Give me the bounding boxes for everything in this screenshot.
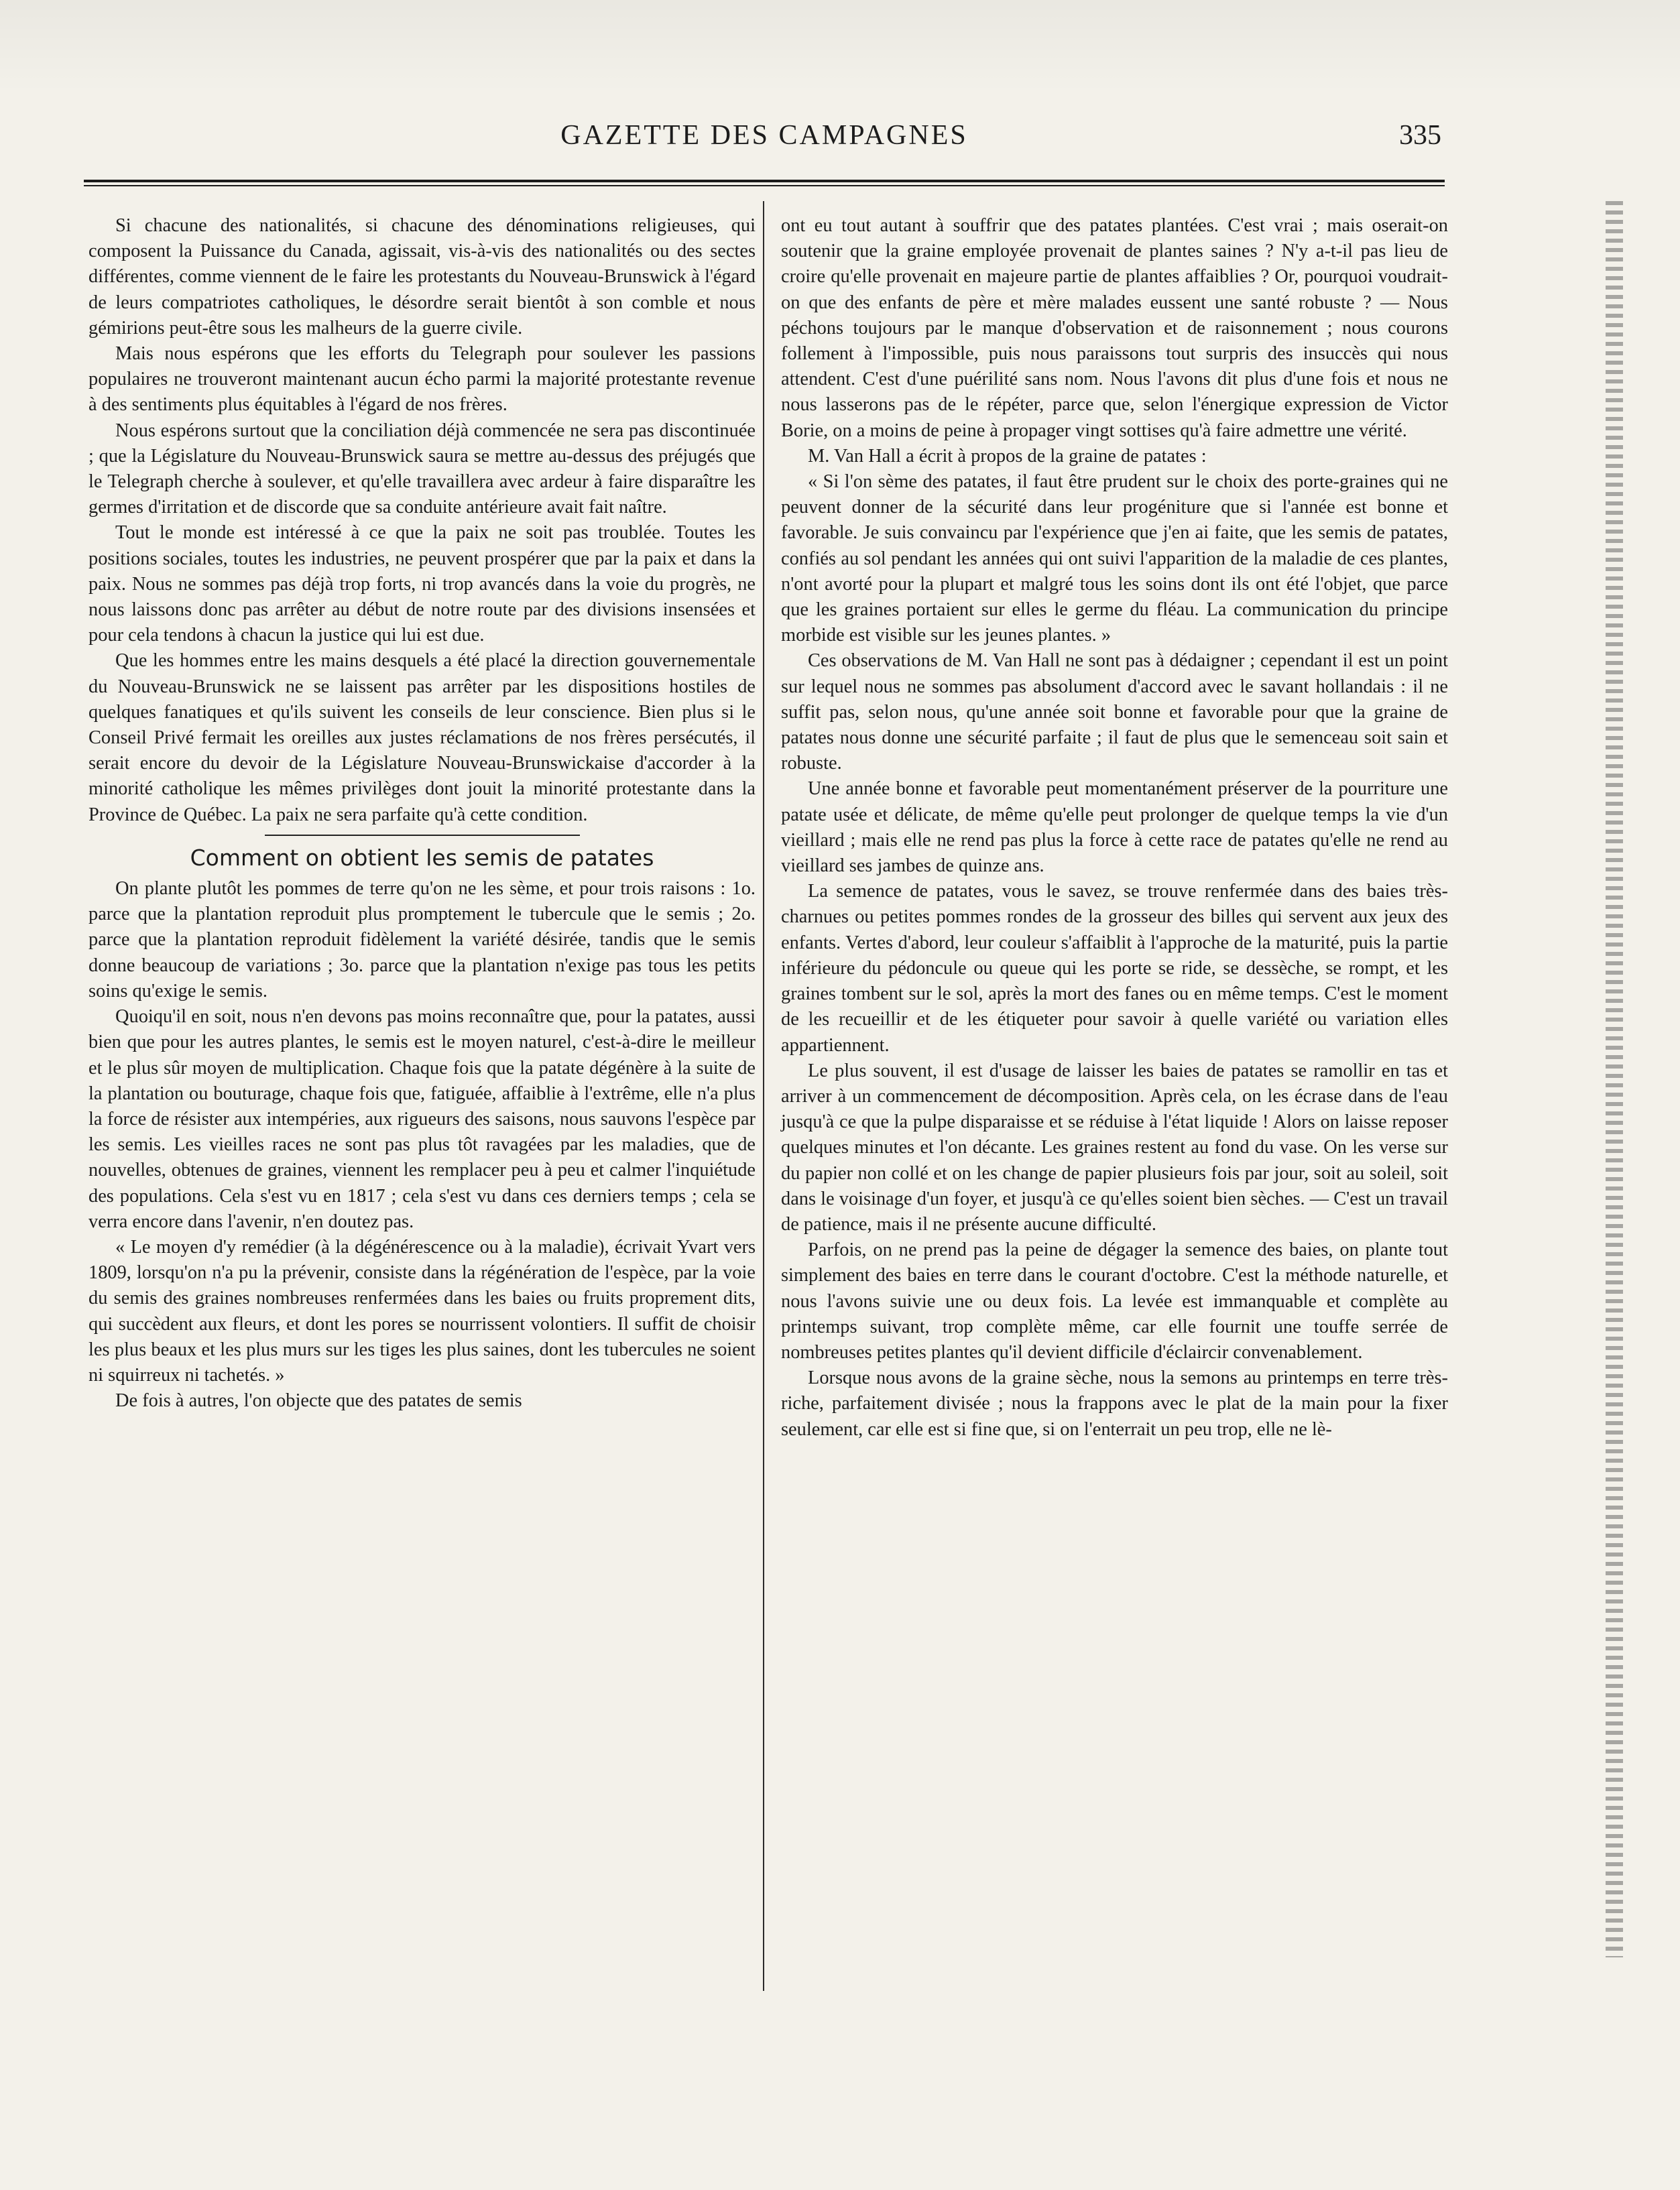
paragraph: Le plus souvent, il est d'usage de laisser les baies de patates se ramollir en tas et arriver à un commencement de décomposition. Après cela, on les écrase dans de l'eau jusqu'à ce que la pulpe disparaisse et se réduise à l'état liquide ! Alors on laisse reposer quelques minutes et l'on décante. Les graines restent au fond du vase. On les verse sur du papier non collé et on les change de papier plusieurs fois par jour, soit au soleil, soit dans le voisinage d'un foyer, et jusqu'à ce qu'elles soient bien sèches. — C'est un travail de patience, mais il ne présente aucune difficulté.: [781, 1060, 1448, 1235]
page-header: [87, 119, 1441, 166]
paragraph: Nous espérons surtout que la conciliation déjà commencée ne sera pas discontinuée ; que la Législature du Nouveau-Brunswick saura se mettre au-dessus des préjugés que le Telegraph cherche à soulever, et qu'elle travaillera avec ardeur à faire disparaître les germes d'irritation et de discorde que sa conduite antérieure avait fait naître.: [88, 420, 756, 518]
column-divider: [763, 201, 764, 1991]
scan-smudge: [0, 0, 1680, 94]
paragraph: « Le moyen d'y remédier (à la dégénérescence ou à la maladie), écrivait Yvart vers 1809, lorsqu'on n'a pu la prévenir, consiste dans la régénération de l'espèce, par la voie du semis des graines nombreuses renfermées dans les baies ou fruits proprement dits, qui succèdent aux fleurs, et dont les pores se nourrissent volontiers. Il suffit de choisir les plus beaux et les plus murs sur les tiges les plus saines, dont les tubercules ne soient ni squirreux ni tachetés. »: [88, 1236, 756, 1386]
paragraph: Que les hommes entre les mains desquels a été placé la direction gouvernementale du Nouveau-Brunswick ne se laissent pas arrêter par les dispositions hostiles de quelques fanatiques et qu'ils suivent les conseils de leur conscience. Bien plus si le Conseil Privé fermait les oreilles aux justes réclamations de nos frères persécutés, il serait encore du devoir de la Législature Nouveau-Brunswickaise d'accorder à la minorité catholique les mêmes privilèges dont jouit la minorité protestante dans la Province de Québec. La paix ne sera parfaite qu'à cette condition.: [88, 650, 756, 825]
paragraph: Lorsque nous avons de la graine sèche, nous la semons au printemps en terre très-riche, parfaitement divisée ; nous la frappons avec le plat de la main pour la fixer seulement, car elle est si fine que, si on l'enterrait un peu trop, elle ne lè-: [781, 1367, 1448, 1440]
paragraph: Tout le monde est intéressé à ce que la paix ne soit pas troublée. Toutes les positions sociales, toutes les industries, ne peuvent prospérer que par la paix et dans la paix. Nous ne sommes pas déjà trop forts, ni trop avancés dans la voie du progrès, ne nous laissons donc pas arrêter au début de notre route par des divisions insensées et pour cela tendons à chacun la justice qui lui est due.: [88, 522, 756, 646]
paragraph: Une année bonne et favorable peut momentanément préserver de la pourriture une patate usée et délicate, de même qu'elle peut prolonger de quelque temps la vie d'un vieillard ; mais elle ne rend pas plus la force à cette race de patates qu'elle ne rend au vieillard ses jambes de quinze ans.: [781, 778, 1448, 877]
paragraph: Mais nous espérons que les efforts du Telegraph pour soulever les passions populaires ne trouveront maintenant aucun écho parmi la majorité protestante revenue à des sentiments plus équitables à l'égard de nos frères.: [88, 343, 756, 416]
running-title: GAZETTE DES CAMPAGNES: [560, 120, 968, 151]
page-number: 335: [1399, 120, 1441, 151]
left-column: [88, 213, 756, 1414]
header-rule: [84, 180, 1445, 186]
paragraph: Quoiqu'il en soit, nous n'en devons pas moins reconnaître que, pour la patates, aussi bien que pour les autres plantes, le semis est le moyen naturel, c'est-à-dire le meilleur et le plus sûr moyen de multiplication. Chaque fois que la patate dégénère à la suite de la plantation ou bouturage, chaque fois que, fatiguée, affaiblie à l'extrême, elle n'a plus la force de résister aux intempéries, aux rigueurs des saisons, nous sauvons l'espèce par les semis. Les vieilles races ne sont pas plus tôt ravagées par les maladies, que de nouvelles, obtenues de graines, viennent les remplacer peu à peu et calmer l'inquiétude des populations. Cela s'est vu en 1817 ; cela s'est vu dans ces derniers temps ; cela se verra encore dans l'avenir, n'en doutez pas.: [88, 1006, 756, 1232]
paragraph: La semence de patates, vous le savez, se trouve renfermée dans des baies très-charnues ou petites pommes rondes de la grosseur des billes qui servent aux jeux des enfants. Vertes d'abord, leur couleur s'affaiblit à l'approche de la maturité, puis la partie inférieure du pédoncule ou queue qui les porte se ride, se dessèche, se rompt, et les graines tombent sur le sol, après la mort des fanes ou en même temps. C'est le moment de les recueillir et de les étiqueter pour savoir à quelle variété ou variation elles appartiennent.: [781, 881, 1448, 1056]
paragraph: Ces observations de M. Van Hall ne sont pas à dédaigner ; cependant il est un point sur lequel nous ne sommes pas absolument d'accord avec le savant hollandais : il ne suffit pas, selon nous, qu'une année soit bonne et favorable pour que la graine de patates nous donne une sécurité parfaite ; il faut de plus que le semenceau soit sain et robuste.: [781, 650, 1448, 774]
paragraph: ont eu tout autant à souffrir que des patates plantées. C'est vrai ; mais oserait-on soutenir que la graine employée provenait de plantes saines ? N'y a-t-il pas lieu de croire qu'elle provenait en majeure partie de plantes affaiblies ? Or, pourquoi voudrait-on que des enfants de père et mère malades eussent une santé robuste ? — Nous péchons toujours par le manque d'observation et de raisonnement ; nous courons follement à l'impossible, puis nous paraissons tout surpris des insuccès qui nous attendent. C'est d'une puérilité sans nom. Nous l'avons dit plus d'une fois et nous ne nous lasserons pas de le répéter, parce que, selon l'énergique expression de Victor Borie, on a moins de peine à propager vingt sottises qu'à faire admettre une vérité.: [781, 215, 1448, 441]
quote-paragraph: « Si l'on sème des patates, il faut être prudent sur le choix des porte-graines qui ne peuvent donner de la sécurité dans leur progéniture que si l'année est bonne et favorable. Je suis convaincu par l'expérience que j'en ai faite, que les semis de patates, confiés au sol pendant les années qui ont suivi l'apparition de la maladie de ces plantes, n'ont avorté pour la plupart et malgré tous les soins dont ils ont été l'objet, que parce que les graines portaient sur elles le germe du fléau. La communication du principe morbide est visible sur les jeunes plantes. »: [781, 471, 1448, 646]
section-title: Comment on obtient les semis de patates: [190, 844, 654, 871]
paragraph: On plante plutôt les pommes de terre qu'on ne les sème, et pour trois raisons : 1o. parce que la plantation reproduit plus promptement le tubercule que le semis ; 2o. parce que la plantation reproduit fidèlement la variété désirée, tandis que le semis donne beaucoup de variations ; 3o. parce que la plantation n'exige pas tous les petits soins qu'exige le semis.: [88, 878, 756, 1001]
right-column: [781, 213, 1448, 1443]
paragraph: Parfois, on ne prend pas la peine de dégager la semence des baies, on plante tout simplement des baies en terre dans le courant d'octobre. C'est la méthode naturelle, et nous l'avons suivie une ou deux fois. La levée est immanquable et complète au printemps suivant, trop complète même, car elle fournit une touffe serrée de nombreuses petites plantes qu'il devient difficile d'éclaircir convenablement.: [781, 1239, 1448, 1363]
paragraph: De fois à autres, l'on objecte que des patates de semis: [115, 1390, 522, 1412]
binding-edge: [1606, 201, 1623, 1957]
section-rule: [265, 835, 580, 836]
paragraph: M. Van Hall a écrit à propos de la graine de patates :: [808, 445, 1207, 467]
paragraph: Si chacune des nationalités, si chacune des dénominations religieuses, qui composent la Puissance du Canada, agissait, vis-à-vis des nationalités ou des sectes différentes, comme viennent de le faire les protestants du Nouveau-Brunswick à l'égard de leurs compatriotes catholiques, le désordre serait bientôt à son comble et nous gémirions peut-être sous les malheurs de la guerre civile.: [88, 215, 756, 339]
